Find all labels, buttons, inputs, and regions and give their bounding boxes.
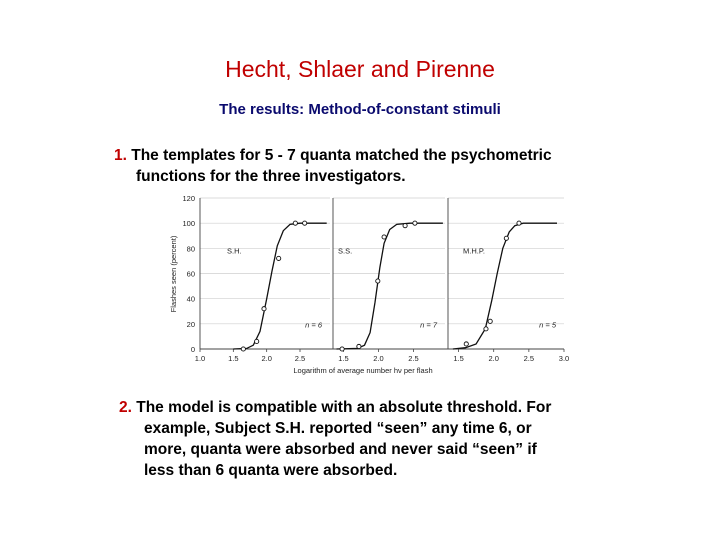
point-2-line-2: example, Subject S.H. reported “seen” any time 6, or (144, 420, 532, 437)
x-tick-label: 1.5 (453, 354, 464, 363)
subject-label-1: S.H. (227, 246, 242, 256)
data-point (484, 327, 488, 331)
data-point (504, 236, 508, 240)
point-2-line-1: The model is compatible with an absolute threshold. For (136, 399, 552, 416)
x-tick-label: 2.0 (488, 354, 499, 363)
x-tick-label: 2.5 (523, 354, 535, 363)
data-point (241, 347, 245, 351)
data-point (488, 319, 492, 323)
y-tick-label: 100 (182, 219, 195, 229)
data-point (413, 221, 417, 225)
x-tick-label: 2.0 (261, 354, 272, 363)
data-point (403, 224, 407, 228)
y-tick-label: 40 (186, 294, 195, 304)
y-tick-label: 0 (190, 345, 195, 354)
n-label-3: n = 5 (539, 320, 556, 330)
data-point (303, 221, 307, 225)
x-tick-label: 1.5 (338, 354, 349, 363)
slide-subtitle: The results: Method-of-constant stimuli (219, 101, 501, 118)
data-point (293, 221, 297, 225)
x-axis-label: Logarithm of average number hν per flash (293, 366, 433, 375)
point-1-number: 1. (114, 147, 127, 164)
x-tick-label: 2.5 (294, 354, 306, 363)
x-tick-label: 3.0 (558, 354, 570, 363)
point-1 (114, 145, 674, 187)
point-2 (119, 397, 679, 481)
point-2-number: 2. (119, 399, 132, 416)
data-point (277, 256, 281, 260)
data-point (262, 307, 266, 311)
x-tick-label: 2.0 (373, 354, 384, 363)
data-point (517, 221, 521, 225)
data-point (357, 344, 361, 348)
data-point (340, 347, 344, 351)
n-label-2: n = 7 (420, 320, 437, 330)
data-point (382, 235, 386, 239)
x-tick-label: 1.5 (228, 354, 239, 363)
slide-title: Hecht, Shlaer and Pirenne (225, 56, 495, 82)
fit-curve-1 (233, 223, 326, 349)
point-2-line-4: less than 6 quanta were absorbed. (144, 462, 398, 479)
y-tick-label: 20 (186, 319, 195, 329)
psychometric-figure (163, 188, 583, 380)
point-1-line-2: functions for the three investigators. (136, 168, 406, 185)
subject-label-2: S.S. (338, 246, 353, 256)
point-1-line-1: The templates for 5 - 7 quanta matched the psychometric (131, 147, 552, 164)
x-tick-label: 1.0 (194, 354, 206, 363)
y-tick-label: 60 (186, 269, 195, 279)
subject-label-3: M.H.P. (463, 246, 485, 256)
data-point (255, 339, 259, 343)
fit-curve-2 (337, 223, 443, 349)
point-2-line-3: more, quanta were absorbed and never said “seen” if (144, 441, 537, 458)
fit-curve-3 (453, 223, 557, 349)
data-point (464, 342, 468, 346)
data-point (376, 279, 380, 283)
y-tick-label: 120 (182, 194, 195, 203)
y-axis-label: Flashes seen (percent) (169, 235, 178, 313)
y-tick-label: 80 (186, 244, 195, 254)
x-tick-label: 2.5 (408, 354, 419, 363)
n-label-1: n = 6 (305, 320, 322, 330)
